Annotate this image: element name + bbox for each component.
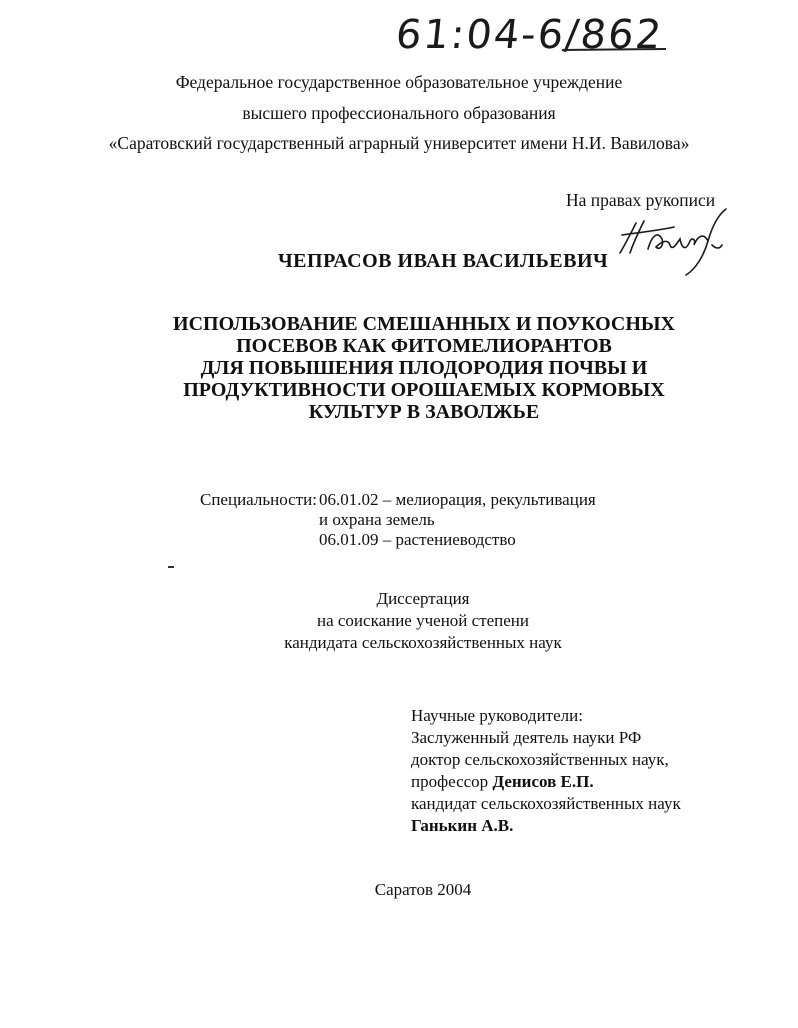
supervisors-line-2: доктор сельскохозяйственных наук,: [411, 750, 669, 769]
specialty-2: 06.01.09 – растениеводство: [319, 530, 516, 549]
supervisors-block: [411, 705, 681, 837]
dissertation-info: [24, 588, 798, 654]
dissertation-title: [0, 313, 798, 423]
organization-line-3: «Саратовский государственный аграрный университет имени Н.И. Вавилова»: [108, 133, 690, 153]
specialties-label: Специальности:: [200, 490, 317, 509]
title-line: ПОСЕВОВ КАК ФИТОМЕЛИОРАНТОВ: [236, 335, 612, 357]
archive-number-underline: [560, 46, 670, 54]
archive-number: 61:04-6/862: [393, 12, 666, 58]
supervisor-1-name: Денисов Е.П.: [492, 772, 594, 791]
title-line: КУЛЬТУР В ЗАВОЛЖЬЕ: [308, 401, 540, 423]
supervisor-1-title: профессор: [411, 772, 489, 791]
signature: [612, 205, 742, 280]
supervisors-line-1: Заслуженный деятель науки РФ: [411, 728, 642, 747]
city-year: Саратов 2004: [374, 880, 472, 899]
manuscript-rights: На правах рукописи: [566, 190, 716, 210]
title-line: ДЛЯ ПОВЫШЕНИЯ ПЛОДОРОДИЯ ПОЧВЫ И: [200, 357, 648, 379]
supervisors-line-4: кандидат сельскохозяйственных наук: [411, 794, 681, 813]
dissertation-line-3: кандидата сельскохозяйственных наук: [284, 633, 562, 652]
author-name: ЧЕПРАСОВ ИВАН ВАСИЛЬЕВИЧ: [278, 250, 609, 272]
specialty-1-line-1: 06.01.02 – мелиорация, рекультивация: [319, 490, 596, 509]
stray-mark: [168, 566, 174, 568]
organization-line-2: высшего профессионального образования: [242, 103, 556, 123]
title-line: ИСПОЛЬЗОВАНИЕ СМЕШАННЫХ И ПОУКОСНЫХ: [173, 313, 675, 335]
supervisor-2-name: Ганькин А.В.: [411, 816, 514, 835]
dissertation-line-1: Диссертация: [376, 589, 470, 608]
title-line: ПРОДУКТИВНОСТИ ОРОШАЕМЫХ КОРМОВЫХ: [183, 379, 665, 401]
specialty-1-line-2: и охрана земель: [319, 510, 435, 529]
supervisors-line-3: [411, 771, 681, 793]
dissertation-line-2: на соискание ученой степени: [316, 611, 530, 630]
supervisors-heading: Научные руководители:: [411, 706, 583, 725]
organization-line-1: Федеральное государственное образовательное учреждение: [175, 72, 623, 92]
